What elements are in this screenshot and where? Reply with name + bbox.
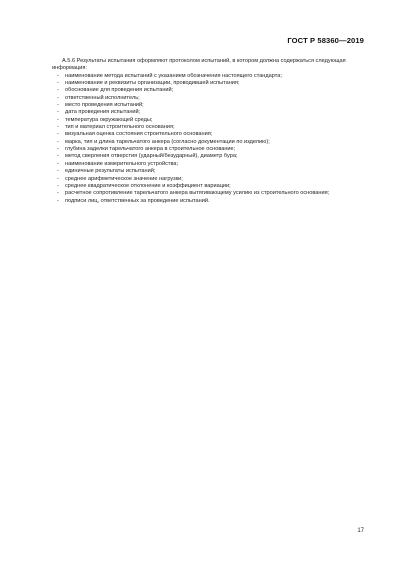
bullet-dash: - (57, 146, 59, 153)
bullet-dash: - (57, 116, 59, 123)
list-item (52, 168, 364, 175)
list-item (52, 124, 364, 131)
list-item-text: подписи лиц, ответственных за проведение испытаний. (65, 197, 210, 204)
list-item-text: тип и материал строительного основания; (65, 124, 175, 131)
list-item (52, 146, 364, 153)
list-item-text: среднее арифметическое значение нагрузки; (65, 175, 183, 182)
list-item (52, 109, 364, 116)
bullet-dash: - (57, 72, 59, 79)
list-item-text: глубина заделки тарельчатого анкера в строительное основание; (65, 146, 236, 153)
bullet-dash: - (57, 109, 59, 116)
document-body (52, 58, 364, 205)
list-item-text: визуальная оценка состояния строительного основания; (65, 131, 213, 138)
bullet-dash: - (57, 138, 59, 145)
list-item (52, 139, 364, 146)
list-item (52, 73, 364, 80)
intro-paragraph: А.5.6 Результаты испытания оформляют протоколом испытаний, в котором должна содержаться следующая информация: (52, 58, 346, 72)
bullet-dash: - (57, 190, 59, 197)
list-item (52, 176, 364, 183)
list-item-text: ответственный исполнитель; (65, 94, 140, 101)
list-item-text: место проведения испытаний; (65, 102, 144, 109)
list-item-text: дата проведения испытаний; (65, 109, 141, 116)
list-item (52, 183, 364, 190)
bullet-dash: - (57, 102, 59, 109)
list-item-text: наименование и реквизиты организации, проводившей испытания; (65, 80, 240, 87)
list-item (52, 153, 364, 160)
bullet-dash: - (57, 168, 59, 175)
bullet-dash: - (57, 175, 59, 182)
list-item (52, 117, 364, 124)
bullet-dash: - (57, 197, 59, 204)
list-item-text: метод сверления отверстия (ударный/безударный), диаметр бура; (65, 153, 238, 160)
requirements-list (52, 73, 364, 205)
bullet-dash: - (57, 80, 59, 87)
list-item (52, 102, 364, 109)
list-item (52, 87, 364, 94)
list-item-text: единичные результаты испытаний; (65, 168, 156, 175)
list-item (52, 95, 364, 102)
bullet-dash: - (57, 94, 59, 101)
list-item (52, 190, 364, 197)
list-item-text: расчетное сопротивление тарельчатого анкера вытягивающему усилию из строительного основания; (65, 190, 330, 197)
list-item-text: обоснование для проведения испытаний; (65, 87, 174, 94)
bullet-dash: - (57, 160, 59, 167)
bullet-dash: - (57, 87, 59, 94)
list-item-text: наименование измерительного устройства; (65, 160, 179, 167)
bullet-dash: - (57, 153, 59, 160)
page-number: 17 (357, 528, 364, 534)
list-item (52, 131, 364, 138)
list-item-text: температура окружающей среды; (65, 116, 153, 123)
list-item (52, 161, 364, 168)
bullet-dash: - (57, 124, 59, 131)
list-item-text: марка, тип и длина тарельчатого анкера (согласно документации по изделию); (65, 138, 270, 145)
list-item (52, 80, 364, 87)
list-item (52, 198, 364, 205)
bullet-dash: - (57, 182, 59, 189)
list-item-text: среднее квадратическое отклонение и коэффициент вариации; (65, 182, 231, 189)
bullet-dash: - (57, 131, 59, 138)
list-item-text: наименование метода испытаний с указанием обозначения настоящего стандарта; (65, 72, 282, 79)
standard-code-header: ГОСТ Р 58360—2019 (287, 36, 364, 45)
